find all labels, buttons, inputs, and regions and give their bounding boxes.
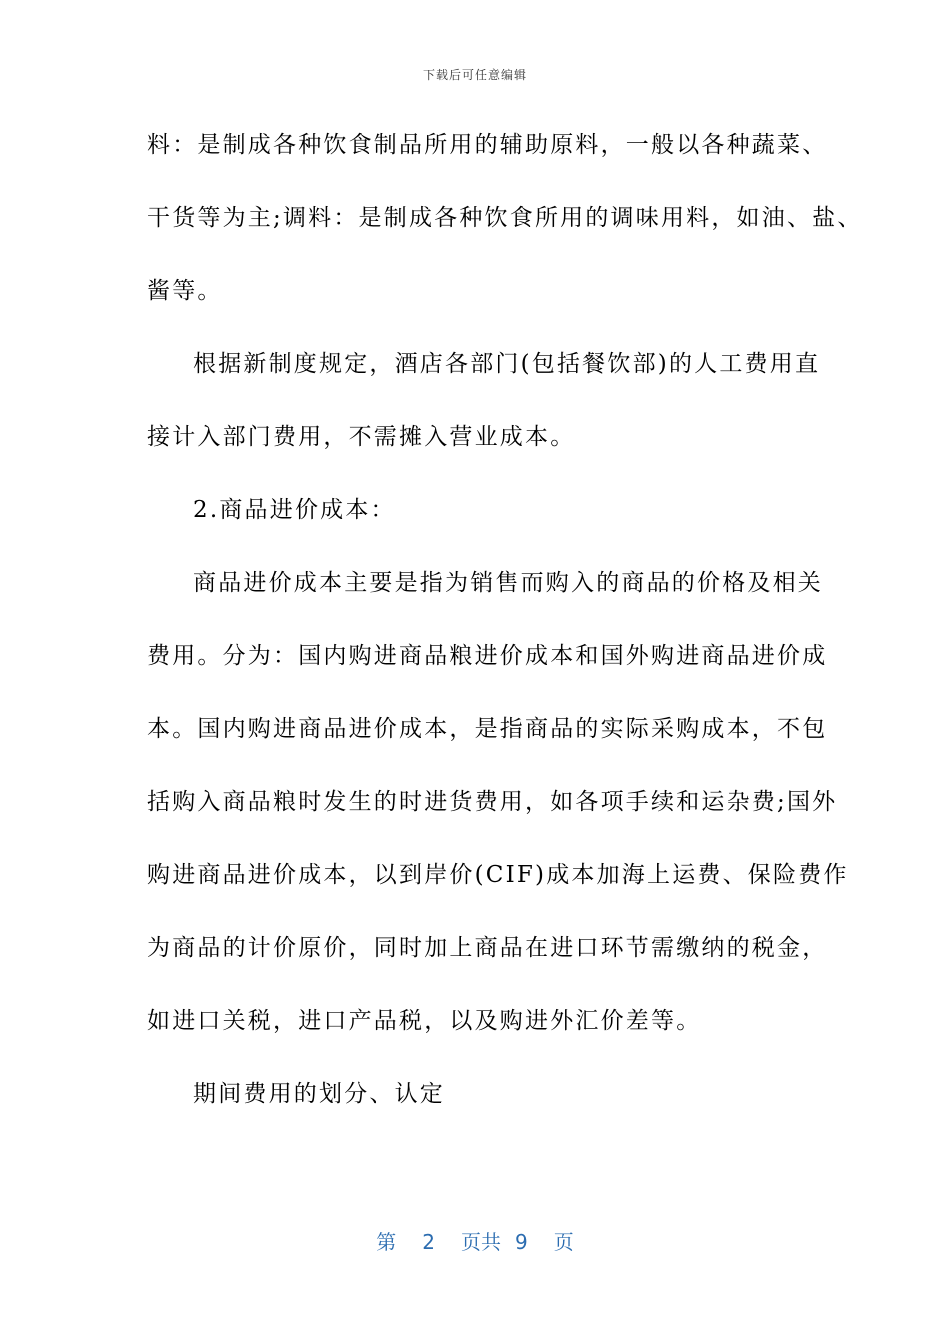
body-line-12: 为商品的计价原价，同时加上商品在进口环节需缴纳的税金， [147, 935, 828, 961]
footer-prefix: 第 [376, 1230, 397, 1254]
body-line-8: 费用。分为：国内购进商品粮进价成本和国外购进商品进价成 [147, 643, 828, 669]
body-line-10: 括购入商品粮时发生的时进货费用，如各项手续和运杂费;国外 [147, 789, 838, 815]
body-line-13: 如进口关税，进口产品税，以及购进外汇价差等。 [147, 1008, 702, 1034]
section-heading-2: 2.商品进价成本： [193, 497, 396, 523]
body-line-5: 接计入部门费用，不需摊入营业成本。 [147, 424, 576, 450]
body-line-2: 干货等为主;调料：是制成各种饮食所用的调味用料，如油、盐、 [147, 205, 863, 231]
body-line-9: 本。国内购进商品进价成本，是指商品的实际采购成本，不包 [147, 716, 828, 742]
section-heading-period-expenses: 期间费用的划分、认定 [193, 1081, 445, 1107]
footer-current-page: 2 [422, 1230, 435, 1254]
page-header: 下载后可任意编辑 [422, 68, 527, 82]
body-line-4: 根据新制度规定，酒店各部门(包括餐饮部)的人工费用直 [193, 351, 821, 377]
footer-suffix: 页 [553, 1230, 574, 1254]
body-line-1: 料：是制成各种饮食制品所用的辅助原料，一般以各种蔬菜、 [147, 132, 828, 158]
body-line-11: 购进商品进价成本，以到岸价(CIF)成本加海上运费、保险费作 [147, 862, 849, 888]
footer-total-pages: 9 [515, 1230, 528, 1254]
body-line-7: 商品进价成本主要是指为销售而购入的商品的价格及相关 [193, 570, 823, 596]
page-footer [0, 1226, 950, 1255]
body-line-3: 酱等。 [147, 278, 223, 304]
footer-middle: 页共 [461, 1230, 501, 1254]
